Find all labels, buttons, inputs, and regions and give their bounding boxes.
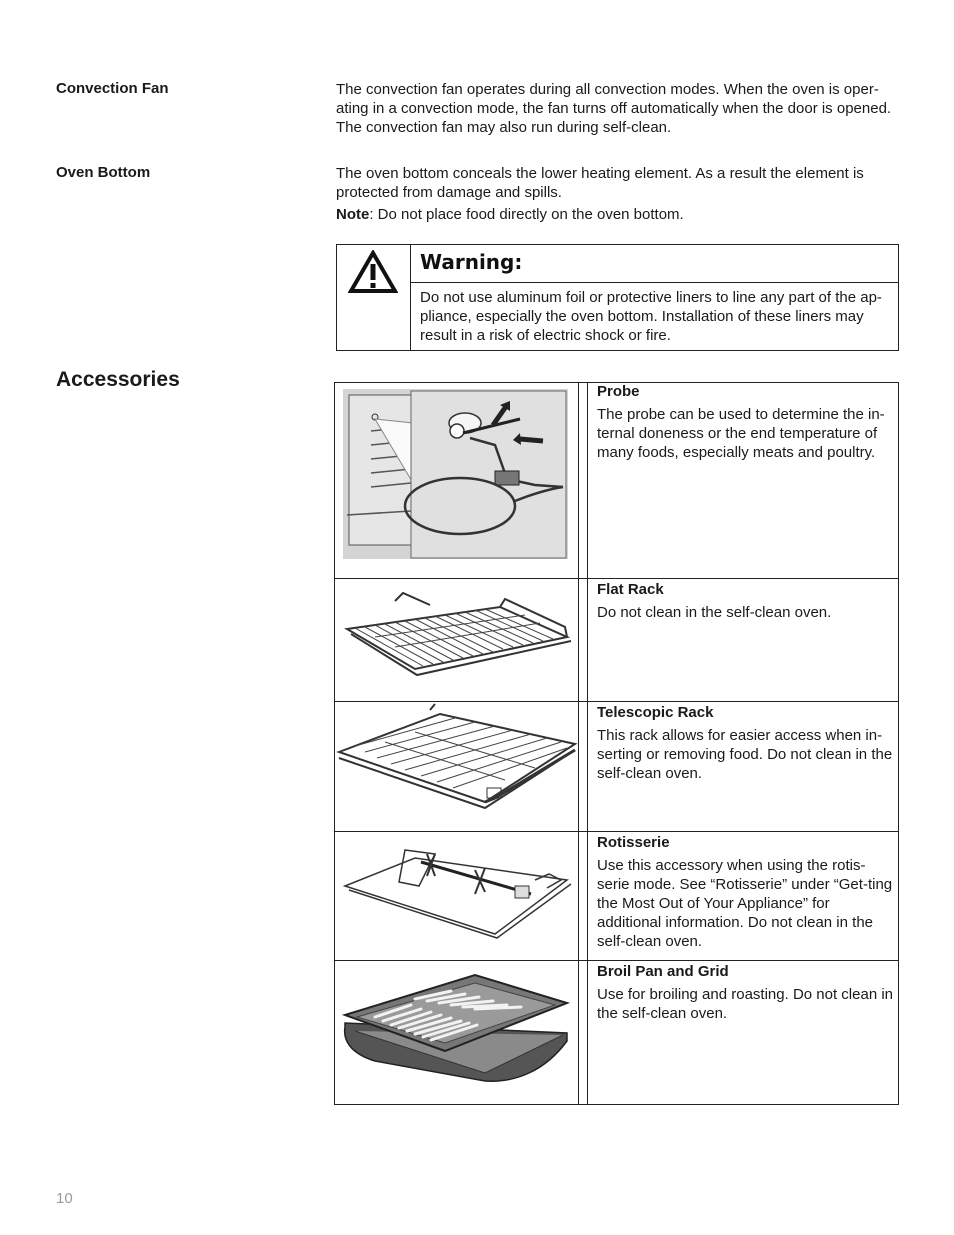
oven-bottom-text: The oven bottom conceals the lower heating element. As a result the element is protected from damage and spills. (336, 165, 864, 201)
note-label: Note (336, 206, 370, 223)
note-text: : Do not place food directly on the oven bottom. (369, 206, 684, 223)
telescopic-rack-description: This rack allows for easier access when in-serting or removing food. Do not clean in the self-clean oven. (597, 727, 893, 782)
rotisserie-image (335, 832, 579, 960)
telescopic-rack-name: Telescopic Rack (597, 704, 714, 721)
warning-icon-cell (337, 245, 411, 350)
rotisserie-gap-column (579, 832, 588, 960)
convection-fan-heading: Convection Fan (56, 80, 169, 97)
flat-rack-image (335, 579, 579, 701)
accessory-row-rotisserie (335, 832, 898, 961)
broil-pan-image (335, 961, 579, 1104)
page-number: 10 (56, 1190, 73, 1207)
warning-title-cell (411, 245, 898, 283)
oven-bottom-note (336, 206, 684, 223)
accessory-row-probe (335, 383, 898, 579)
probe-image (335, 383, 579, 578)
flat-rack-gap-column (579, 579, 588, 701)
warning-text: Do not use aluminum foil or protective liners to line any part of the ap-pliance, especially the oven bottom. Installation of these liners may result in a risk of electric shock or fire. (420, 289, 882, 344)
broil-pan-gap-column (579, 961, 588, 1104)
flat-rack-name: Flat Rack (597, 581, 664, 598)
accessories-table (334, 382, 899, 1105)
warning-title: Warning: (420, 250, 523, 274)
broil-pan-description: Use for broiling and roasting. Do not clean in the self-clean oven. (597, 986, 894, 1022)
flat-rack-description: Do not clean in the self-clean oven. (597, 604, 832, 621)
convection-fan-text: The convection fan operates during all convection modes. When the oven is oper-ating in a convection mode, the fan turns off automatically when the door is opened. The convection fan may also run during self-clean. (336, 81, 892, 136)
probe-gap-column (579, 383, 588, 578)
rotisserie-name: Rotisserie (597, 834, 670, 851)
telescopic-rack-gap-column (579, 702, 588, 831)
warning-box (336, 244, 899, 351)
accessory-row-broil-pan (335, 961, 898, 1104)
probe-name: Probe (597, 383, 640, 400)
telescopic-rack-image (335, 702, 579, 831)
broil-pan-name: Broil Pan and Grid (597, 963, 729, 980)
accessory-row-flat-rack (335, 579, 898, 702)
oven-bottom-heading: Oven Bottom (56, 164, 151, 181)
probe-description: The probe can be used to determine the in-ternal doneness or the end temperature of many foods, especially meats and poultry. (597, 406, 885, 461)
accessories-title: Accessories (56, 368, 180, 391)
rotisserie-description: Use this accessory when using the rotis-serie mode. See “Rotisserie” under “Get-ting the Most Out of Your Appliance” for additional information. Do not clean in the self-clean oven. (597, 857, 893, 950)
warning-triangle-icon (348, 250, 398, 294)
accessory-row-telescopic-rack (335, 702, 898, 832)
